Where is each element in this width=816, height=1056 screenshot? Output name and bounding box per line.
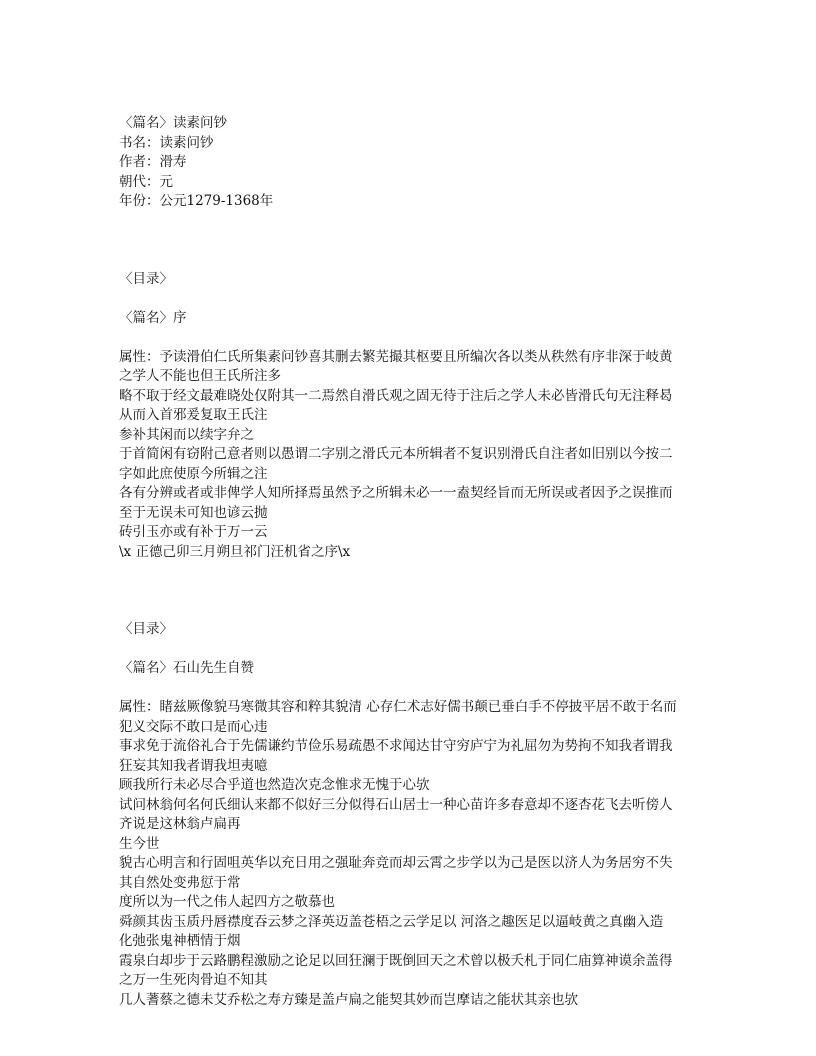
body-line: 度所以为一代之伟人起四方之敬慕也 [119,894,335,910]
body-line: 各有分辨或者或非俾学人知所择焉虽然予之所辑未必一一盍契经旨而无所误或者因予之误推而 [119,485,673,501]
book-name: 书名：读素问钞 [119,134,214,151]
toc-marker: 〈目录〉 [119,621,173,637]
spacer [119,212,709,270]
body-line: 字如此庶使原今所辑之注 [119,465,268,482]
spacer [119,562,709,620]
body-line: 至于无误未可知也谚云抛 [119,504,268,521]
section-title: 〈篇名〉序 [119,309,187,326]
body-line: 之学人不能也但王氏所注多 [119,368,281,384]
body-line: 属性：予读滑伯仁氏所集素问钞喜其删去繁芜撮其枢要且所编次各以类从秩然有序非深于岐黄 [119,348,673,365]
body-line: 化弛张鬼神栖情于烟 [119,933,241,949]
section-body [119,698,709,1010]
body-line: 顾我所行未必尽合乎道也然造次克念惟求无愧于心欤 [119,777,430,793]
body-line: 于首简闲有窃附己意者则以愚谓二字别之滑氏元本所辑者不复识别滑氏自注者如旧别以今按二 [119,446,673,462]
section-self-eulogy [119,620,709,1010]
body-line: 狂妄其知我者谓我坦夷噫 [119,757,268,774]
body-line: 舜颜其齿玉质丹唇襟度吞云梦之泽英迈盖苍梧之云学足以 河洛之趣医足以逼岐黄之真幽入造 [119,913,664,930]
toc-marker: 〈目录〉 [119,270,173,287]
body-line: 属性：睹兹厥像貌马寒微其容和粹其貌清 心存仁术志好儒书颠已垂白手不停披平居不敢于名而 [119,699,677,715]
body-line: 齐说是这林翁卢扁再 [119,816,241,832]
section-body [119,348,709,563]
section-title: 〈篇名〉石山先生自赞 [119,660,254,676]
document-page [119,114,709,1010]
section-preface [119,270,709,563]
body-line: 从而入首邪爰复取王氏注 [119,407,268,423]
body-line: 试问林翁何名何氏细认来都不似好三分似得石山居士一种心苗许多春意却不逐杏花飞去听傍人 [119,796,673,813]
body-line: \x 正德己卯三月朔旦祁门汪机省之序\x [119,543,351,560]
author: 作者：滑寿 [119,154,187,170]
chapter-title: 〈篇名〉读素问钞 [119,115,227,131]
body-line: 霞泉白却步于云路鹏程激励之论足以回狂澜于既倒回天之术曾以极夭札于同仁庙算神谟余盖得 [119,952,673,969]
body-line: 事求免于流俗礼合于先儒谦约节俭乐易疏愚不求闻达甘守穷庐宁为礼屈勿为势拘不知我者谓我 [119,738,673,754]
body-line: 略不取于经文最难晓处仅附其一二焉然自滑氏观之固无待于注后之学人未必皆滑氏句无注释曷 [119,387,673,404]
body-line: 砖引玉亦或有补于万一云 [119,524,268,540]
body-line: 之万一生死肉骨迫不知其 [119,972,268,988]
body-line: 犯义交际不敢口是而心违 [119,718,268,735]
years: 年份：公元1279-1368年 [119,193,274,209]
body-line: 生今世 [119,835,160,852]
body-line: 几人蓍蔡之德未艾乔松之寿方臻是盖卢扁之能契其妙而岂摩诘之能状其亲也欤 [119,991,578,1008]
body-line: 其自然处变弗愆于常 [119,874,241,891]
dynasty: 朝代：元 [119,173,173,190]
body-line: 貌古心明言和行固咀英华以充日用之强耻奔竞而却云霄之步学以为己是医以济人为务居穷不失 [119,855,673,871]
document-header [119,114,709,212]
body-line: 参补其闲而以续字弁之 [119,426,254,443]
